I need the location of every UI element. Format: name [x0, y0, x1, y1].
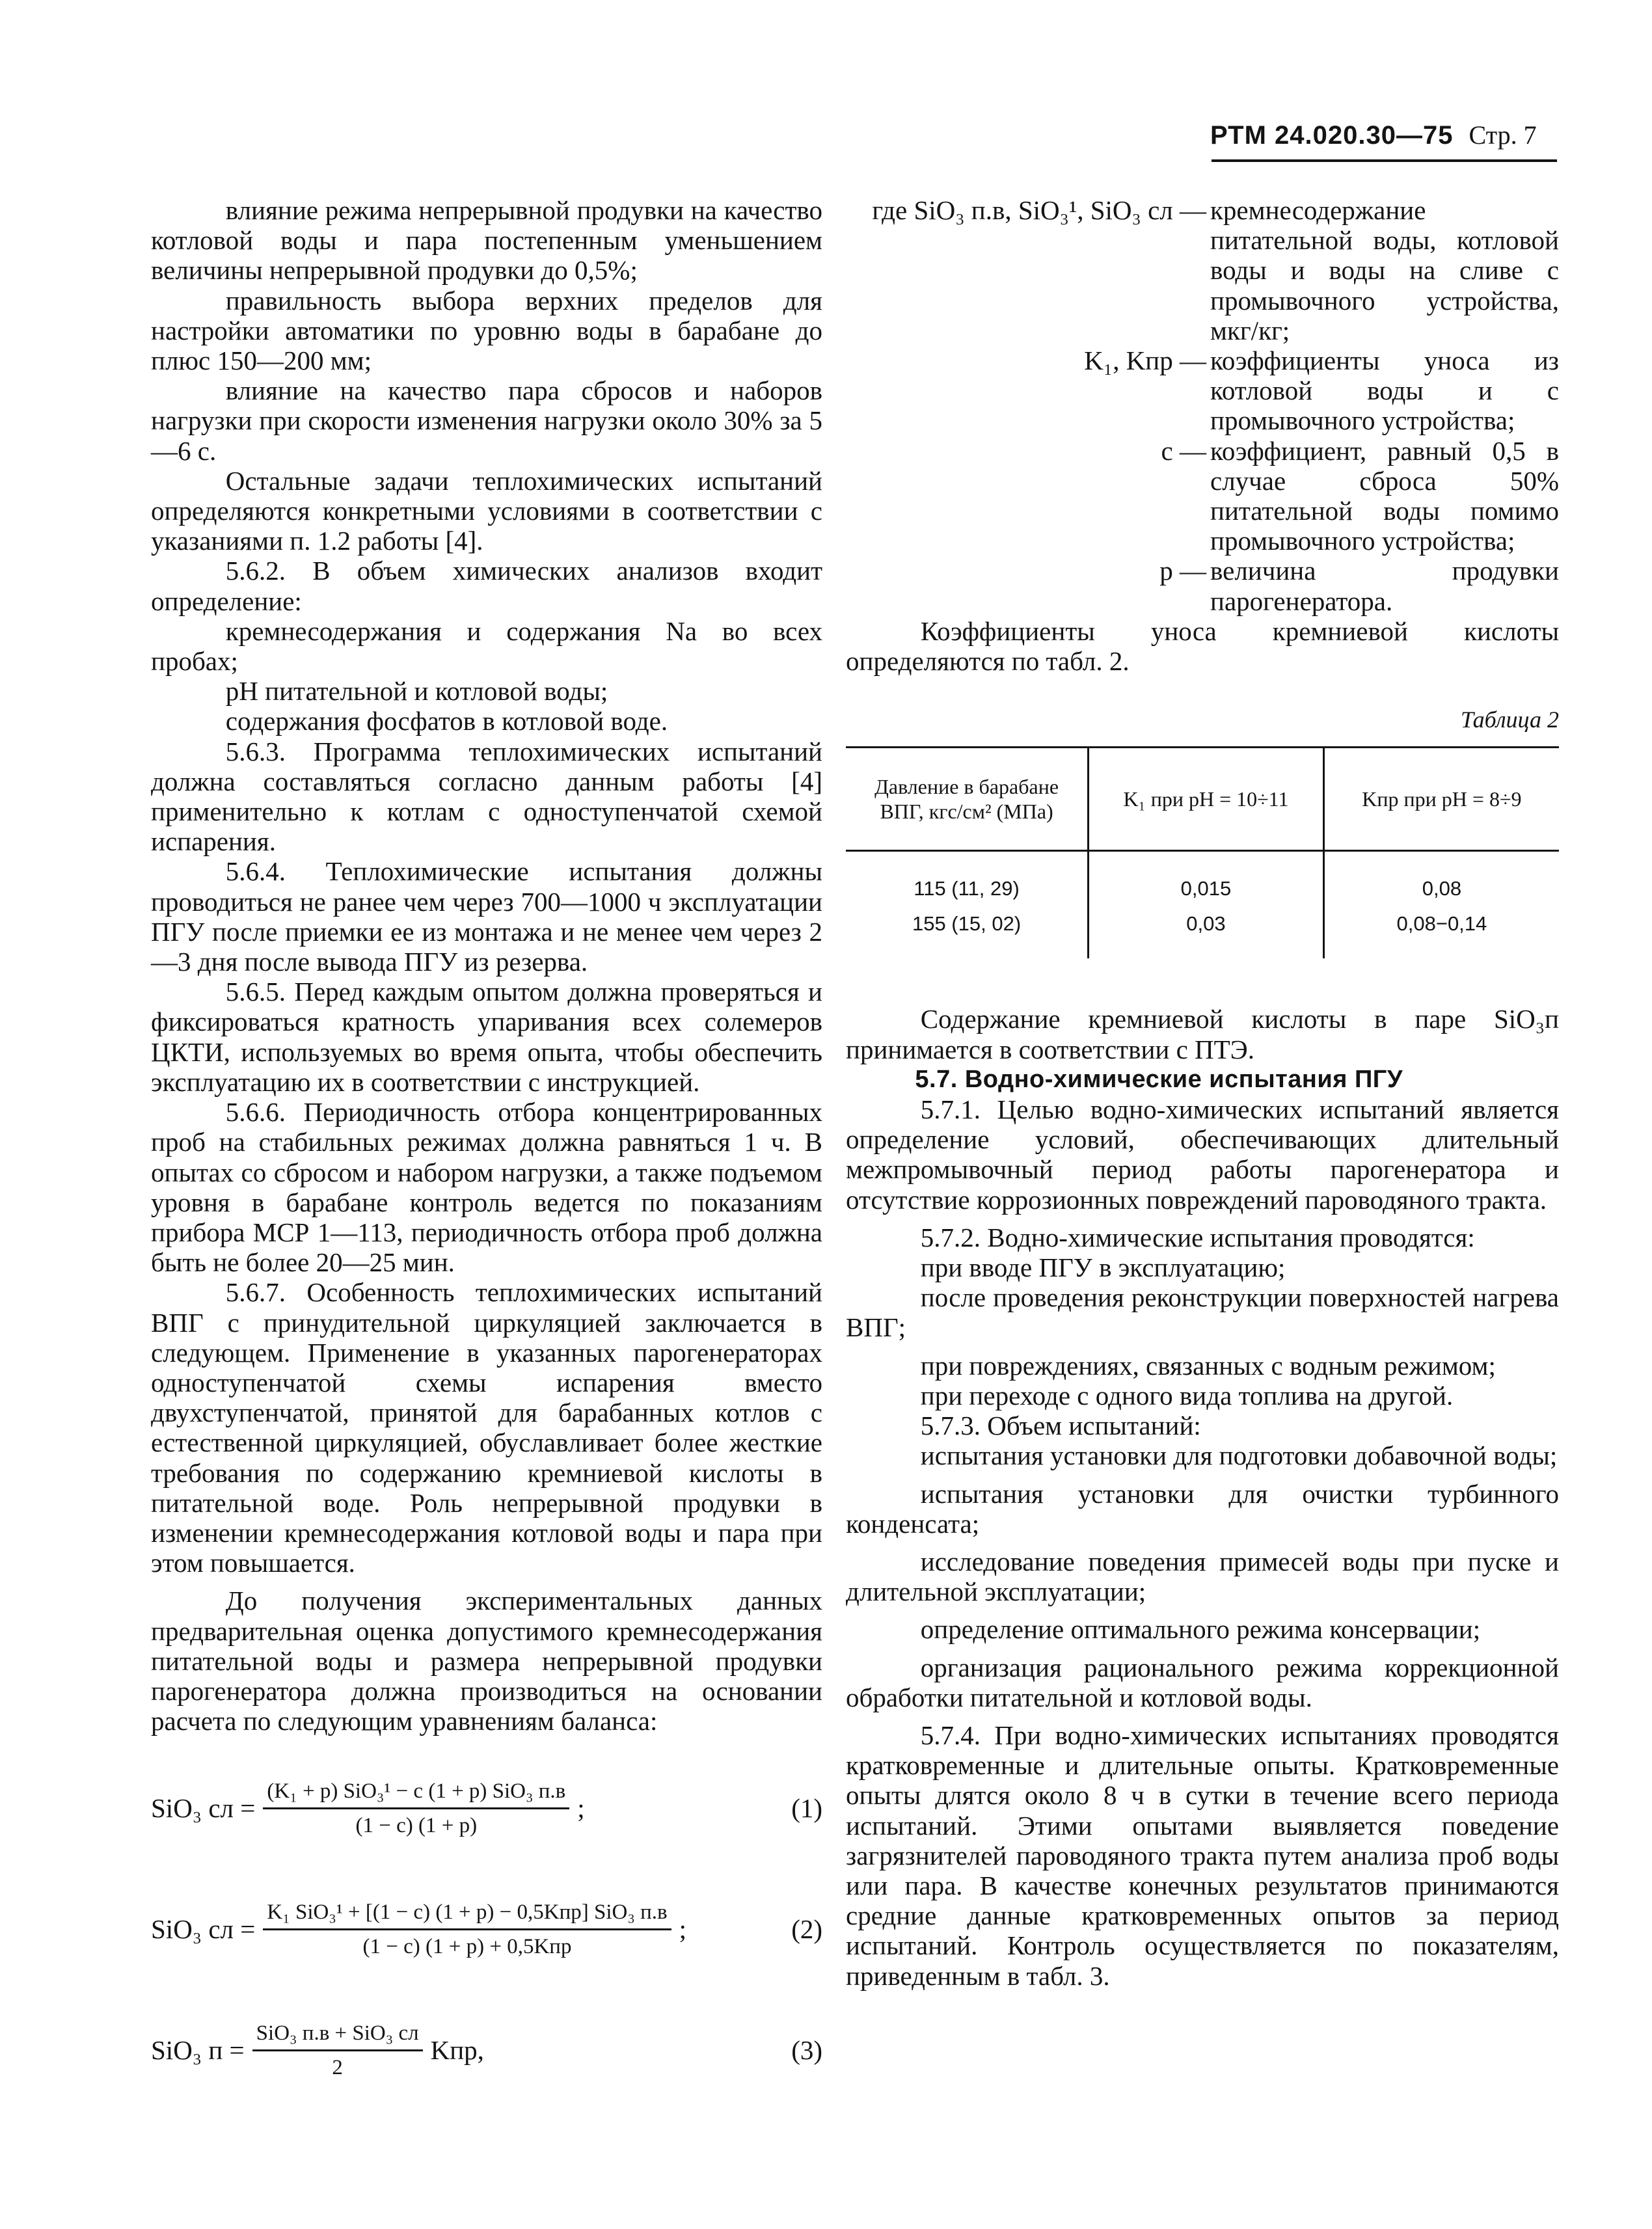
paragraph: исследование поведения примесей воды при пуске и длительной эксплуатации;: [846, 1546, 1559, 1607]
header-rule: [1212, 159, 1557, 162]
equation-2: [151, 1880, 822, 1978]
page-number: Стр. 7: [1469, 120, 1537, 150]
paragraph: влияние режима непрерывной продувки на качество котловой воды и пара постепенным уменьшением величины непрерывной продувки до 0,5%;: [151, 195, 822, 286]
equation-1: [151, 1759, 822, 1857]
table-header-row: [846, 748, 1559, 851]
paragraph: содержания фосфатов в котловой воде.: [225, 706, 668, 736]
left-column: [151, 195, 822, 2099]
paragraph: 5.6.5. Перед каждым опытом должна проверяться и фиксироваться кратность упаривания всех солемеров ЦКТИ, используемых во время опыта, чтобы обеспечить эксплуатацию их в соответствии с инструкцией.: [151, 977, 822, 1097]
paragraph: 5.6.6. Периодичность отбора концентрированных проб на стабильных режимах должна равняться 1 ч. В опытах со сбросом и набором нагрузки, а также подъемом уровня в барабане контроль ведется по показаниям прибора МСР 1—113, периодичность отбора проб должна быть не более 20—25 мин.: [151, 1097, 822, 1278]
table-header-k1: K₁ при pH = 10÷11: [1089, 748, 1324, 851]
right-column: [846, 195, 1559, 1991]
paragraph: кремнесодержания и содержания Na во всех пробах;: [151, 615, 822, 677]
paragraph: Содержание кремниевой кислоты в паре SiO₃п принимается в соответствии с ПТЭ.: [846, 1004, 1559, 1064]
definition-text: кремнесодержание питательной воды, котловой воды и воды на сливе с промывочного устройства, мкг/кг;: [1210, 195, 1559, 345]
definition-text: величина продувки парогенератора.: [1210, 556, 1559, 616]
equation-denominator: 2: [332, 2055, 343, 2079]
equation-lhs: SiO₃ сл =: [151, 1914, 256, 1945]
table-cell: 155 (15, 02): [912, 912, 1022, 936]
table-cell-kpr: [1323, 851, 1559, 959]
table-cell: 0,08−0,14: [1396, 912, 1487, 936]
carryover-table: [846, 746, 1559, 958]
definition-term: c —: [1161, 435, 1206, 466]
paragraph: испытания установки для очистки турбинного конденсата;: [846, 1478, 1559, 1539]
paragraph: 5.7.1. Целью водно-химических испытаний является определение условий, обеспечивающих длительный межпромывочный период работы парогенератора и отсутствие коррозионных повреждений пароводяного тракта.: [846, 1094, 1559, 1215]
equation-tail: Kпр,: [430, 2035, 484, 2066]
paragraph: До получения экспериментальных данных предварительная оценка допустимого кремнесодержания питательной воды и размера непрерывной продувки парогенератора должна производиться на основании расчета по следующим уравнениям баланса:: [151, 1586, 822, 1736]
equation-numerator: SiO₃ п.в + SiO₃ сл: [256, 2021, 419, 2045]
document-code: РТМ 24.020.30—75: [1210, 121, 1454, 150]
paragraph: 5.7.3. Объем испытаний:: [920, 1411, 1201, 1441]
table-cell: 0,03: [1186, 912, 1226, 936]
paragraph: после проведения реконструкции поверхностей нагрева ВПГ;: [846, 1282, 1559, 1343]
paragraph: 5.7.2. Водно-химические испытания проводятся:: [920, 1222, 1475, 1252]
paragraph: 5.6.3. Программа теплохимических испытаний должна составляться согласно данным работы [4] применительно к котлам с одноступенчатой схемой испарения.: [151, 736, 822, 857]
table-cell-pressure: [846, 851, 1089, 959]
table-header-pressure: Давление в барабане ВПГ, кгс/см² (МПа): [874, 775, 1059, 824]
section-heading: 5.7. Водно-химические испытания ПГУ: [915, 1065, 1403, 1093]
equation-3: [151, 2001, 822, 2099]
definition-term: p —: [1159, 556, 1206, 586]
variable-definitions: [846, 195, 1559, 616]
paragraph: определение оптимального режима консервации;: [920, 1614, 1481, 1645]
equation-tail: ;: [577, 1793, 585, 1824]
paragraph: 5.6.4. Теплохимические испытания должны проводиться не ранее чем через 700—1000 ч эксплуатации ПГУ после приемки ее из монтажа и не менее чем через 2—3 дня после вывода ПГУ из резерва.: [151, 856, 822, 977]
table-cell: 115 (11, 29): [914, 877, 1020, 900]
table-cell: 0,015: [1180, 877, 1232, 900]
paragraph: правильность выбора верхних пределов для настройки автоматики по уровню воды в барабане до плюс 150—200 мм;: [151, 285, 822, 376]
equation-numerator: (K₁ + p) SiO₃¹ − c (1 + p) SiO₃ п.в: [267, 1779, 566, 1803]
equation-fraction: [263, 1777, 569, 1839]
paragraph: 5.6.2. В объем химических анализов входит определение:: [151, 556, 822, 616]
equation-fraction: [252, 2020, 423, 2081]
paragraph: pH питательной и котловой воды;: [225, 676, 608, 707]
table-cell: 0,08: [1422, 877, 1462, 900]
paragraph: при переходе с одного вида топлива на другой.: [920, 1380, 1454, 1411]
equation-tail: ;: [679, 1914, 687, 1945]
equation-fraction: [263, 1898, 671, 1960]
table-row: [846, 851, 1559, 959]
equation-numerator: K₁ SiO₃¹ + [(1 − c) (1 + p) − 0,5Kпр] SiO₃ п.в: [267, 1900, 668, 1924]
paragraph: Коэффициенты уноса кремниевой кислоты определяются по табл. 2.: [846, 615, 1559, 677]
equation-lhs: SiO₃ сл =: [151, 1793, 256, 1824]
definition-term: где SiO₃ п.в, SiO₃¹, SiO₃ сл —: [872, 195, 1206, 225]
definition-term: K₁, Kпр —: [1084, 345, 1206, 376]
equation-denominator: (1 − c) (1 + p) + 0,5Kпр: [362, 1934, 572, 1958]
equation-denominator: (1 − c) (1 + p): [355, 1813, 478, 1837]
equation-lhs: SiO₃ п =: [151, 2035, 245, 2066]
table-cell-k1: [1089, 851, 1324, 959]
definition-text: коэффициенты уноса из котловой воды и с промывочного устройства;: [1210, 345, 1559, 436]
paragraph: испытания установки для подготовки добавочной воды;: [920, 1440, 1558, 1471]
table-header-kpr: Kпр при pH = 8÷9: [1323, 748, 1559, 851]
paragraph: Остальные задачи теплохимических испытаний определяются конкретными условиями в соответствии с указаниями п. 1.2 работы [4].: [151, 465, 822, 556]
paragraph: при вводе ПГУ в эксплуатацию;: [920, 1252, 1286, 1283]
paragraph: 5.7.4. При водно-химических испытаниях проводятся кратковременные и длительные опыты. Кратковременные опыты длятся около 8 ч в сутки в течение всего периода испытаний. Этими опытами выявляется поведение загрязнителей пароводяного тракта путем анализа проб воды или пара. В качестве конечных результатов принимаются средние данные кратковременных опытов за период испытаний. Контроль осуществляется по показателям, приведенным в табл. 3.: [846, 1720, 1559, 1991]
paragraph: влияние на качество пара сбросов и наборов нагрузки при скорости изменения нагрузки около 30% за 5—6 с.: [151, 375, 822, 466]
definition-text: коэффициент, равный 0,5 в случае сброса 50% питательной воды помимо промывочного устройства;: [1210, 435, 1559, 556]
table-caption: Таблица 2: [1460, 707, 1559, 733]
equation-number: (3): [791, 2035, 822, 2066]
paragraph: при повреждениях, связанных с водным режимом;: [920, 1350, 1496, 1381]
page-header: [1210, 120, 1558, 151]
equation-number: (2): [791, 1914, 822, 1945]
paragraph: организация рационального режима коррекционной обработки питательной и котловой воды.: [846, 1652, 1559, 1712]
equation-number: (1): [791, 1793, 822, 1824]
paragraph: 5.6.7. Особенность теплохимических испытаний ВПГ с принудительной циркуляцией заключается в следующем. Применение в указанных парогенераторах одноступенчатой схемы испарения вместо двухступенчатой, принятой для барабанных котлов с естественной циркуляцией, обуславливает более жесткие требования по содержанию кремниевой кислоты в питательной воде. Роль непрерывной продувки в изменении кремнесодержания котловой воды и пара при этом повышается.: [151, 1277, 822, 1578]
